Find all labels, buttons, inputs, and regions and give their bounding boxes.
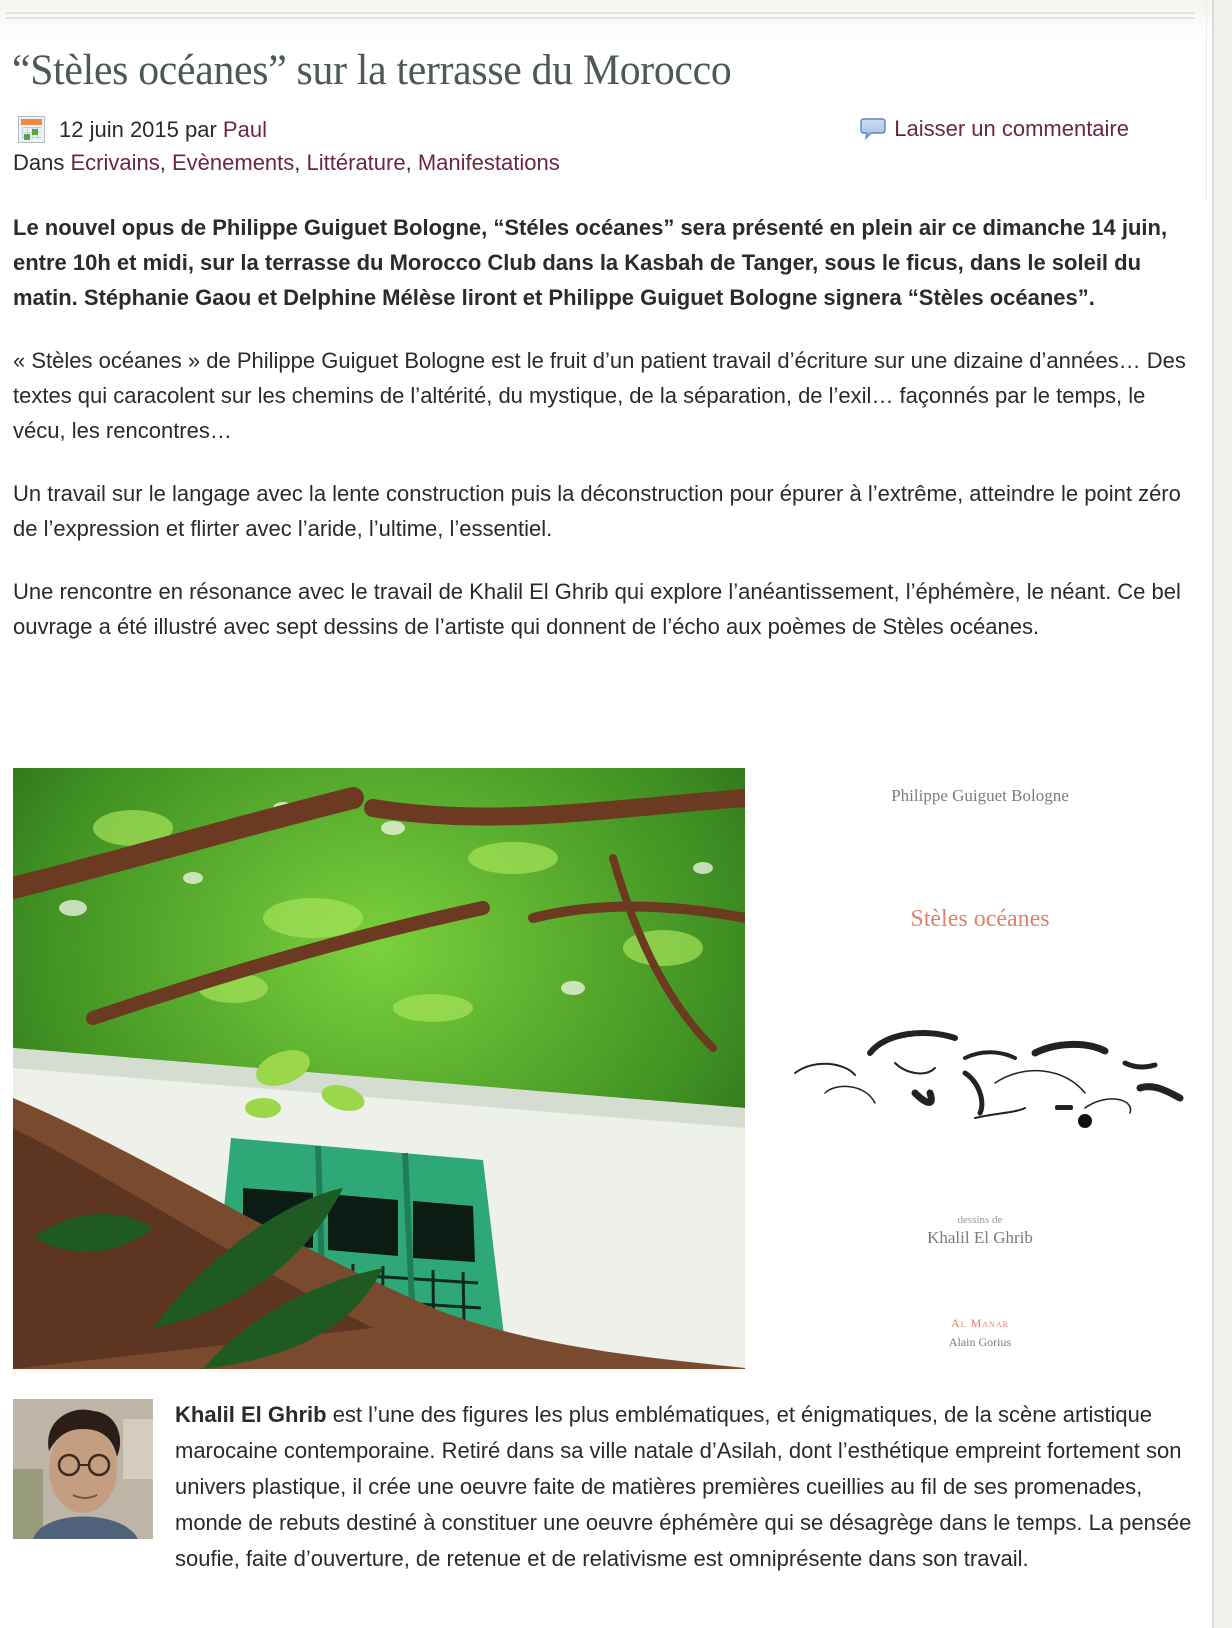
cover-publisher: Al Manar (951, 1316, 1009, 1330)
leave-comment-label: Laisser un commentaire (894, 116, 1129, 141)
ficus-window-photo[interactable] (13, 768, 745, 1369)
post-date: 12 juin 2015 par (59, 116, 217, 142)
category-link-evenements[interactable]: Evènements (171, 150, 295, 175)
book-cover-image[interactable] (760, 768, 1200, 1369)
lead-paragraph: Le nouvel opus de Philippe Guiguet Bologne, “Stéles océanes” sera présenté en plein air ce dimanche 14 juin, entre 10h et midi, sur la terrasse du Morocco Club dans la Kasbah de Tanger, sous le ficus, dans le soleil du matin. Stéphanie Gaou et Delphine Mélèse liront et Philippe Guiguet Bologne signera “Stèles océanes”. (13, 215, 1168, 310)
paragraph-1: « Stèles océanes » de Philippe Guiguet Bologne est le fruit d’un patient travail d’écriture sur une dizaine d’années… Des textes qui caracolent sur les chemins de l’altérité, du mystique, de la séparation, de l’exil… façonnés par le temps, le vécu, les rencontres… (13, 348, 1186, 443)
header-divider (6, 12, 1195, 14)
cover-title: Stèles océanes (910, 906, 1050, 932)
calendar-icon (18, 116, 45, 143)
category-link-litterature[interactable]: Littérature (306, 150, 406, 175)
artist-bio (13, 1397, 1193, 1577)
cover-drawings-label: dessins de (957, 1214, 1003, 1226)
cover-artist: Khalil El Ghrib (927, 1228, 1033, 1247)
categories-prefix: Dans (13, 150, 65, 175)
header-fade (0, 0, 1212, 40)
post-title[interactable]: “Stèles océanes” sur la terrasse du Morocco (12, 47, 732, 94)
artist-bio-text: est l’une des figures les plus emblématiques, et énigmatiques, de la scène artistique marocaine contemporaine. Retiré dans sa ville natale d’Asilah, dont l’esthétique empreint fortement son univers plastique, il crée une oeuvre faite de matières premières cueillies au fil de ses promenades, monde de rebuts destiné à constituer une oeuvre éphémère qui se désagrège dans le temps. La pensée soufie, faite d’ouverture, de retenue et de relativisme est omniprésente dans son travail. (175, 1402, 1192, 1571)
paragraph-2: Un travail sur le langage avec la lente construction puis la déconstruction pour épurer à l’extrême, atteindre le point zéro de l’expression et flirter avec l’aride, l’ultime, l’essentiel. (13, 481, 1181, 541)
cover-publisher-sub: Alain Gorius (948, 1335, 1012, 1349)
category-link-ecrivains[interactable]: Ecrivains (70, 150, 160, 175)
post-content (13, 210, 1193, 672)
portrait-illustration (13, 1399, 153, 1539)
header-divider (6, 17, 1195, 19)
post-date-author (12, 116, 267, 143)
ink-drawing (785, 1013, 1185, 1133)
page-scrollbar-gutter[interactable] (1212, 0, 1232, 1628)
post-categories: Dans Ecrivains, Evènements, Littérature, Manifestations (13, 150, 560, 175)
photo-illustration (13, 768, 745, 1369)
author-link[interactable]: Paul (222, 116, 267, 142)
category-link-manifestations[interactable]: Manifestations (417, 150, 560, 175)
leave-comment-link[interactable] (860, 116, 1129, 142)
paragraph-3: Une rencontre en résonance avec le travail de Khalil El Ghrib qui explore l’anéantissement, l’éphémère, le néant. Ce bel ouvrage a été illustré avec sept dessins de l’artiste qui donnent de l’écho aux poèmes de Stèles océanes. (13, 579, 1181, 639)
artist-portrait[interactable] (13, 1399, 153, 1539)
artist-name: Khalil El Ghrib (175, 1402, 327, 1427)
speech-bubble-icon (860, 117, 886, 141)
cover-author: Philippe Guiguet Bologne (891, 786, 1069, 805)
